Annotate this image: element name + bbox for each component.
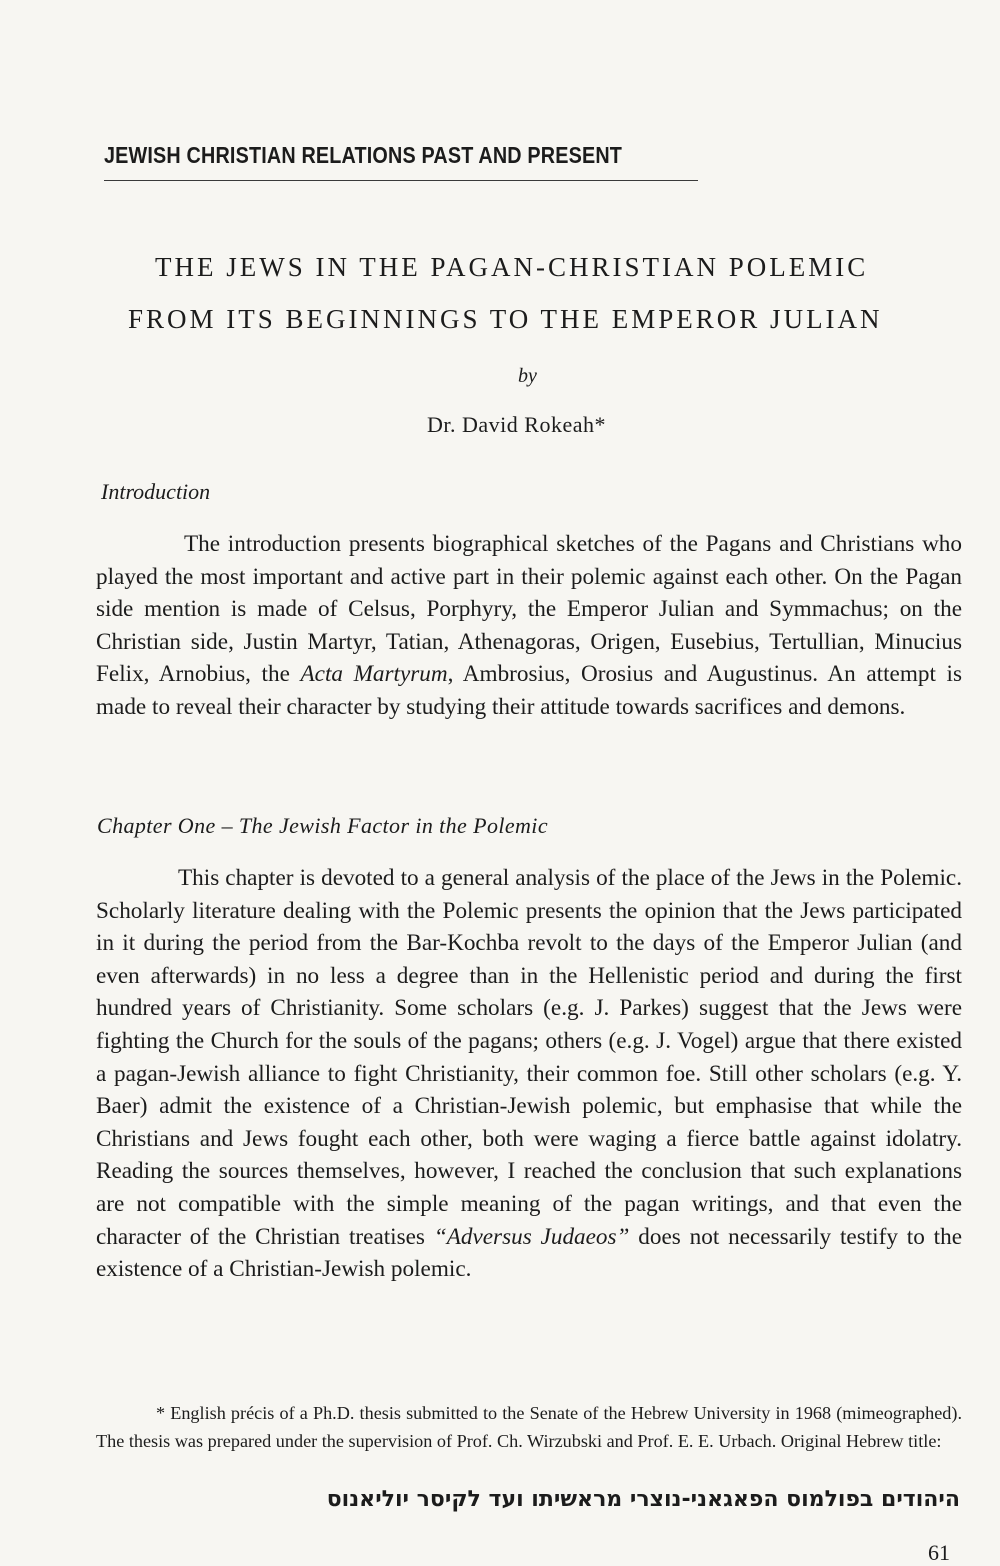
introduction-paragraph [96,528,962,724]
chapter-one-italic-title: “Adversus Judaeos” [433,1223,630,1250]
byline: by [518,365,537,387]
article-title-line-1: THE JEWS IN THE PAGAN-CHRISTIAN POLEMIC [155,252,869,282]
chapter-one-paragraph [96,862,962,1286]
introduction-heading: Introduction [101,479,211,504]
introduction-text-1: The introduction presents biographical sketches of the Pagans and Christians who played the most important and active part in their polemic against each other. On the Pagan side mention is made of Celsus, Porphyry, the Emperor Julian and Symmachus; on the Christian side, Justin Martyr, Tatian, Athenagoras, Origen, Eusebius, Tertullian, Minucius Felix, Arnobius, the [96,531,962,688]
page-number: 61 [928,1540,950,1565]
running-head-rule [104,180,698,181]
running-head: JEWISH CHRISTIAN RELATIONS PAST AND PRESENT [104,142,623,168]
hebrew-title: היהודים בפולמוס הפאגאני-נוצרי מראשיתו ועד לקיסר יוליאנוס [326,1487,960,1512]
author-name: Dr. David Rokeah* [427,412,606,437]
footnote: * English précis of a Ph.D. thesis submitted to the Senate of the Hebrew University in 1968 (mimeographed). The thesis was prepared under the supervision of Prof. Ch. Wirzubski and Prof. E. E. Urbach. Original Hebrew title: [96,1403,962,1451]
article-title-line-2: FROM ITS BEGINNINGS TO THE EMPEROR JULIAN [128,304,883,334]
chapter-one-text-1: This chapter is devoted to a general analysis of the place of the Jews in the Polemic. Scholarly literature dealing with the Polemic presents the opinion that the Jews participated in it during the period from the Bar-Kochba revolt to the days of the Emperor Julian (and even afterwards) in no less a degree than in the Hellenistic period and during the first hundred years of Christianity. Some scholars (e.g. J. Parkes) suggest that the Jews were fighting the Church for the souls of the pagans; others (e.g. J. Vogel) argue that there existed a pagan-Jewish alliance to fight Christianity, their common foe. Still other scholars (e.g. Y. Baer) admit the existence of a Christian-Jewish polemic, but emphasise that while the Christians and Jews fought each other, both were waging a fierce battle against idolatry. Reading the sources themselves, however, I reached the conclusion that such explanations are not compatible with the simple meaning of the pagan writings, and that even the character of the Christian treatises [96,865,962,1250]
chapter-one-text-2: does not necessarily testify to the existence of a Christian-Jewish polemic. [96,1223,963,1283]
chapter-one-heading: Chapter One – The Jewish Factor in the Polemic [97,813,548,838]
introduction-text-2: , Ambrosius, Orosius and Augustinus. An attempt is made to reveal their character by studying their attitude towards sacrifices and demons. [96,661,962,720]
introduction-italic-title: Acta Martyrum [300,661,448,688]
